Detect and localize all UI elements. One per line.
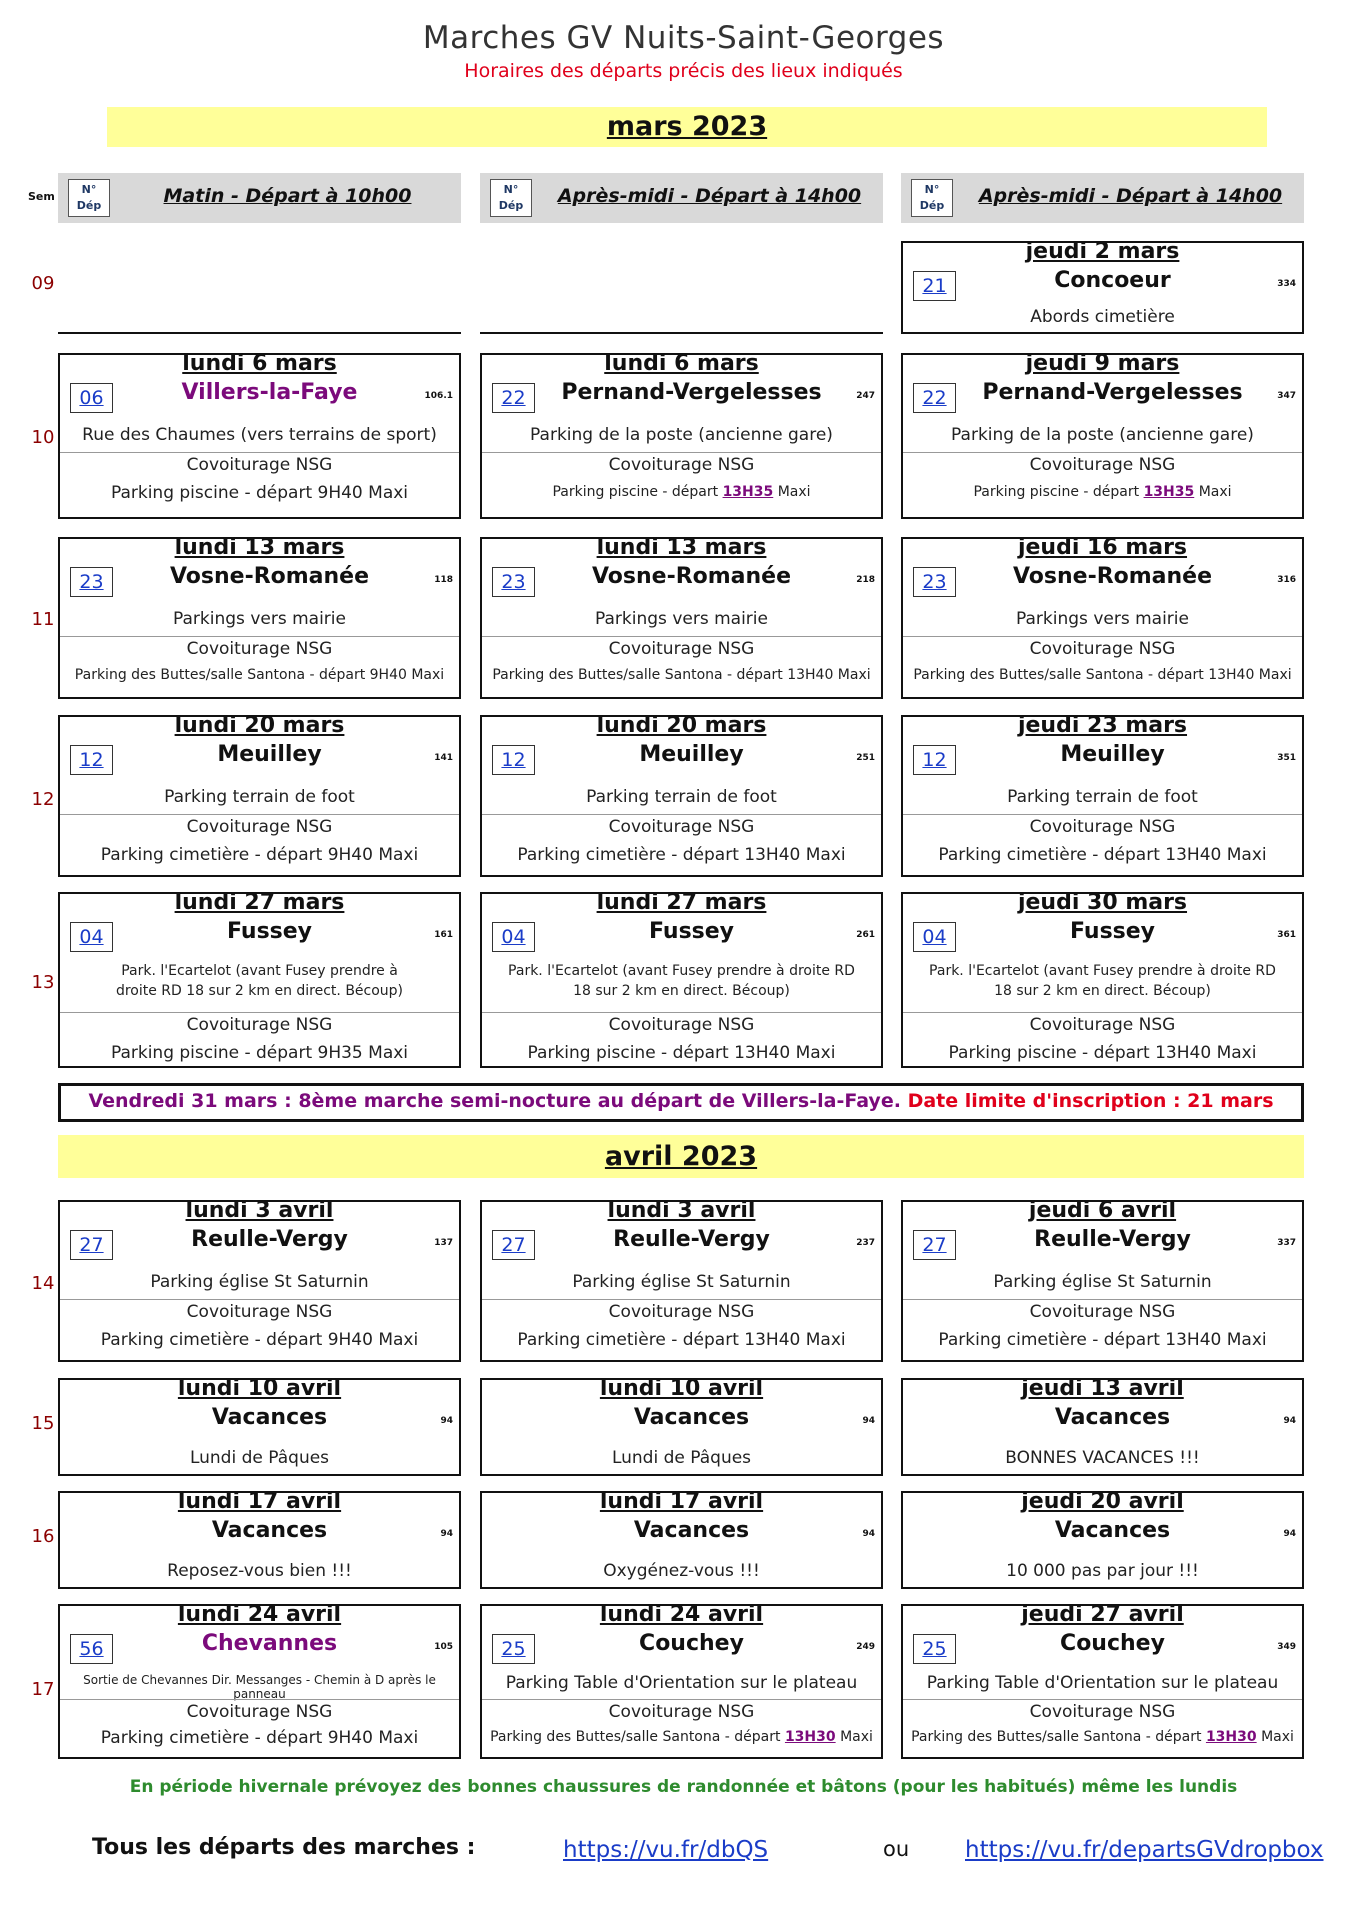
empty-slot-line: [480, 332, 883, 334]
walk-meeting-point: Park. l'Ecartelot (avant Fusey prendre à droite RD: [929, 963, 1276, 979]
month-banner-march: [107, 107, 1267, 147]
walk-date: lundi 24 avril: [599, 1602, 764, 1627]
walk-line: droite RD 18 sur 2 km en direct. Bécoup): [115, 983, 404, 999]
row-divider: [482, 1299, 881, 1300]
row-divider: [482, 1012, 881, 1013]
event-notice: [58, 1083, 1304, 1122]
walk-line: Parking piscine - départ 13H40 Maxi: [527, 1043, 836, 1063]
walk-code: 161: [434, 930, 453, 940]
walk-place: Vacances: [1054, 1518, 1171, 1543]
carpool-label: Covoiturage NSG: [608, 455, 755, 475]
walk-meeting-point: Parking église St Saturnin: [993, 1272, 1212, 1292]
walk-code: 137: [434, 1238, 453, 1248]
carpool-label: Covoiturage NSG: [1029, 639, 1176, 659]
row-divider: [60, 814, 459, 815]
carpool-label: Covoiturage NSG: [608, 639, 755, 659]
walk-date: lundi 20 mars: [596, 713, 767, 738]
walk-card[interactable]: [901, 241, 1304, 334]
walk-card[interactable]: [480, 353, 883, 519]
walk-card[interactable]: [480, 1200, 883, 1362]
walk-place: Chevannes: [201, 1631, 338, 1656]
walk-date: jeudi 13 avril: [1021, 1376, 1184, 1401]
walk-code: 251: [856, 753, 875, 763]
walk-place: Vacances: [211, 1405, 328, 1430]
walk-meeting-point: Parking terrain de foot: [164, 787, 355, 807]
departure-number[interactable]: 12: [70, 745, 113, 775]
walk-place: Meuilley: [1060, 742, 1165, 767]
walk-date: lundi 24 avril: [177, 1602, 342, 1627]
walk-place: Reulle-Vergy: [1034, 1227, 1191, 1252]
carpool-label: Covoiturage NSG: [1029, 817, 1176, 837]
departure-line: Parking piscine - départ 13H35 Maxi: [973, 484, 1232, 500]
walk-line: Parking piscine - départ 9H35 Maxi: [110, 1043, 409, 1063]
walk-code: 337: [1277, 1238, 1296, 1248]
departure-number[interactable]: 22: [492, 383, 535, 413]
notice-deadline-text: Date limite d'inscription : 21 mars: [907, 1090, 1274, 1112]
row-divider: [482, 636, 881, 637]
walk-code: 94: [862, 1529, 875, 1539]
departure-number[interactable]: 04: [70, 922, 113, 952]
walk-place: Vacances: [1054, 1405, 1171, 1430]
carpool-label: Covoiturage NSG: [186, 1302, 333, 1322]
walk-line: Parking des Buttes/salle Santona - départ 13H40 Maxi: [913, 667, 1292, 683]
walk-card[interactable]: [58, 1200, 461, 1362]
link-dbqs[interactable]: https://vu.fr/dbQS: [563, 1837, 769, 1863]
walk-card[interactable]: [58, 1491, 461, 1589]
walk-date: jeudi 16 mars: [1017, 535, 1188, 560]
walk-date: lundi 3 avril: [185, 1198, 334, 1223]
walk-card[interactable]: [58, 537, 461, 699]
walk-line: Parking piscine - départ 13H40 Maxi: [948, 1043, 1257, 1063]
walk-line: Parking cimetière - départ 9H40 Maxi: [100, 1330, 419, 1350]
carpool-label: Covoiturage NSG: [186, 455, 333, 475]
walk-card[interactable]: [901, 715, 1304, 877]
empty-slot-line: [58, 332, 461, 334]
walk-meeting-point: Sortie de Chevannes Dir. Messanges - Chemin à D après le panneau: [83, 1673, 436, 1701]
column-header-2: [480, 173, 883, 223]
walk-line: Parking des Buttes/salle Santona - départ 9H40 Maxi: [74, 667, 445, 683]
departure-number[interactable]: 12: [913, 745, 956, 775]
departure-number[interactable]: 23: [70, 567, 113, 597]
walk-meeting-point: Park. l'Ecartelot (avant Fusey prendre à: [121, 963, 398, 979]
walk-line: Parking des Buttes/salle Santona - départ 13H40 Maxi: [492, 667, 871, 683]
departure-number[interactable]: 06: [70, 383, 113, 413]
walk-meeting-point: Parking de la poste (ancienne gare): [951, 425, 1254, 445]
sem-label: Sem: [28, 190, 55, 203]
departure-line: Parking des Buttes/salle Santona - départ 13H30 Maxi: [490, 1729, 873, 1745]
page-title: Marches GV Nuits-Saint-Georges: [422, 20, 945, 56]
month-label: mars 2023: [606, 111, 768, 142]
row-divider: [60, 1012, 459, 1013]
walk-code: 349: [1277, 1642, 1296, 1652]
carpool-label: Covoiturage NSG: [1029, 1702, 1176, 1722]
walk-date: lundi 27 mars: [174, 890, 345, 915]
carpool-label: Covoiturage NSG: [186, 1015, 333, 1035]
week-number: 15: [31, 1413, 55, 1434]
walk-meeting-point: Rue des Chaumes (vers terrains de sport): [82, 425, 437, 445]
footer-label: Tous les départs des marches :: [92, 1835, 476, 1860]
walk-place: Meuilley: [217, 742, 322, 767]
walk-line: Parking cimetière - départ 9H40 Maxi: [100, 1728, 419, 1748]
walk-date: lundi 17 avril: [177, 1489, 342, 1514]
departure-number[interactable]: 23: [492, 567, 535, 597]
walk-place: Vosne-Romanée: [169, 564, 370, 589]
walk-meeting-point: Parking terrain de foot: [1007, 787, 1198, 807]
week-number: 10: [31, 427, 55, 448]
walk-code: 316: [1277, 575, 1296, 585]
row-divider: [482, 1699, 881, 1700]
walk-date: lundi 13 mars: [596, 535, 767, 560]
departure-number[interactable]: 27: [70, 1230, 113, 1260]
walk-card[interactable]: [58, 1378, 461, 1476]
walk-date: lundi 17 avril: [599, 1489, 764, 1514]
departure-line: Parking piscine - départ 13H35 Maxi: [552, 484, 811, 500]
ndep-label: N° Dép: [911, 179, 953, 217]
walk-place: Vacances: [633, 1518, 750, 1543]
walk-date: lundi 6 mars: [604, 351, 759, 376]
walk-date: lundi 3 avril: [607, 1198, 756, 1223]
departure-number[interactable]: 25: [913, 1634, 956, 1664]
notice-event-text: Vendredi 31 mars : 8ème marche semi-nocture au départ de Villers-la-Faye.: [88, 1090, 901, 1112]
walk-card[interactable]: [901, 892, 1304, 1068]
week-number: 14: [31, 1273, 55, 1294]
walk-card[interactable]: [901, 1200, 1304, 1362]
walk-code: 94: [1283, 1529, 1296, 1539]
departure-time[interactable]: 13H35: [722, 484, 774, 500]
departure-number[interactable]: 12: [492, 745, 535, 775]
walk-line: Parking cimetière - départ 13H40 Maxi: [938, 845, 1267, 865]
walk-note: Lundi de Pâques: [189, 1448, 330, 1468]
walk-date: jeudi 9 mars: [1025, 351, 1180, 376]
row-divider: [60, 1299, 459, 1300]
column-header-3: [901, 173, 1304, 223]
column-header-text: Après-midi - Départ à 14h00: [557, 185, 862, 207]
row-divider: [60, 452, 459, 453]
departure-number[interactable]: 22: [913, 383, 956, 413]
walk-card[interactable]: [480, 715, 883, 877]
walk-place: Meuilley: [639, 742, 744, 767]
walk-place: Reulle-Vergy: [191, 1227, 348, 1252]
row-divider: [903, 1012, 1302, 1013]
walk-date: lundi 13 mars: [174, 535, 345, 560]
walk-code: 247: [856, 391, 875, 401]
walk-date: lundi 10 avril: [177, 1376, 342, 1401]
walk-card[interactable]: [480, 537, 883, 699]
walk-meeting-point: Parkings vers mairie: [173, 609, 346, 629]
column-header-text: Matin - Départ à 10h00: [163, 185, 412, 207]
walk-line: Parking piscine - départ 9H40 Maxi: [110, 483, 409, 503]
link-dropbox[interactable]: https://vu.fr/departsGVdropbox: [965, 1837, 1324, 1863]
walk-card[interactable]: [901, 537, 1304, 699]
departure-time[interactable]: 13H30: [784, 1729, 836, 1745]
walk-card[interactable]: [901, 1378, 1304, 1476]
week-number: 12: [31, 789, 55, 810]
walk-note: Lundi de Pâques: [611, 1448, 752, 1468]
walk-place: Vosne-Romanée: [1012, 564, 1213, 589]
carpool-label: Covoiturage NSG: [608, 817, 755, 837]
carpool-label: Covoiturage NSG: [1029, 1302, 1176, 1322]
walk-place: Pernand-Vergelesses: [561, 380, 822, 405]
departure-number[interactable]: 27: [492, 1230, 535, 1260]
walk-note: 10 000 pas par jour !!!: [1006, 1561, 1199, 1581]
departure-number[interactable]: 21: [913, 271, 956, 301]
row-divider: [903, 1699, 1302, 1700]
walk-card[interactable]: [58, 353, 461, 519]
walk-note: Reposez-vous bien !!!: [167, 1561, 352, 1581]
week-number: 16: [31, 1526, 55, 1547]
row-divider: [903, 814, 1302, 815]
walk-code: 249: [856, 1642, 875, 1652]
carpool-label: Covoiturage NSG: [1029, 1015, 1176, 1035]
row-divider: [903, 636, 1302, 637]
row-divider: [60, 1699, 459, 1700]
departure-line: Parking des Buttes/salle Santona - départ 13H30 Maxi: [911, 1729, 1294, 1745]
walk-code: 94: [862, 1416, 875, 1426]
walk-date: jeudi 6 avril: [1028, 1198, 1177, 1223]
carpool-label: Covoiturage NSG: [608, 1015, 755, 1035]
walk-date: lundi 10 avril: [599, 1376, 764, 1401]
departure-number[interactable]: 04: [492, 922, 535, 952]
walk-line: Parking cimetière - départ 13H40 Maxi: [938, 1330, 1267, 1350]
walk-card[interactable]: [901, 353, 1304, 519]
walk-card[interactable]: [480, 892, 883, 1068]
walk-date: jeudi 27 avril: [1021, 1602, 1184, 1627]
row-divider: [482, 814, 881, 815]
walk-place: Pernand-Vergelesses: [982, 380, 1243, 405]
month-label: avril 2023: [604, 1141, 758, 1172]
departure-number[interactable]: 04: [913, 922, 956, 952]
walk-card[interactable]: [58, 892, 461, 1068]
walk-line: Parking cimetière - départ 13H40 Maxi: [517, 845, 846, 865]
walk-code: 118: [434, 575, 453, 585]
walk-place: Couchey: [1060, 1631, 1165, 1656]
row-divider: [482, 452, 881, 453]
walk-meeting-point: Parkings vers mairie: [595, 609, 768, 629]
walk-date: lundi 27 mars: [596, 890, 767, 915]
walk-meeting-point: Parking Table d'Orientation sur le plateau: [926, 1673, 1279, 1693]
walk-place: Reulle-Vergy: [613, 1227, 770, 1252]
walk-card[interactable]: [480, 1604, 883, 1759]
week-number: 09: [31, 273, 55, 294]
walk-place: Fussey: [1069, 919, 1156, 944]
walk-card[interactable]: [58, 715, 461, 877]
ndep-label: N° Dép: [490, 179, 532, 217]
walk-card[interactable]: [901, 1491, 1304, 1589]
walk-meeting-point: Park. l'Ecartelot (avant Fusey prendre à droite RD: [508, 963, 855, 979]
carpool-label: Covoiturage NSG: [186, 639, 333, 659]
walk-place: Vosne-Romanée: [591, 564, 792, 589]
walk-code: 106.1: [424, 391, 453, 401]
walk-date: jeudi 23 mars: [1017, 713, 1188, 738]
ndep-label: N° Dép: [68, 179, 110, 217]
walk-code: 94: [440, 1416, 453, 1426]
walk-line: 18 sur 2 km en direct. Bécoup): [994, 983, 1211, 999]
walk-code: 261: [856, 930, 875, 940]
row-divider: [903, 452, 1302, 453]
walk-meeting-point: Parking église St Saturnin: [150, 1272, 369, 1292]
walk-note: Oxygénez-vous !!!: [603, 1561, 760, 1581]
walk-meeting-point: Parking Table d'Orientation sur le plateau: [505, 1673, 858, 1693]
walk-place: Villers-la-Faye: [181, 380, 358, 405]
walk-meeting-point: Parking de la poste (ancienne gare): [530, 425, 833, 445]
departure-number[interactable]: 25: [492, 1634, 535, 1664]
walk-meeting-point: Abords cimetière: [1030, 307, 1175, 327]
walk-line: 18 sur 2 km en direct. Bécoup): [573, 983, 790, 999]
walk-place: Vacances: [211, 1518, 328, 1543]
carpool-label: Covoiturage NSG: [1029, 455, 1176, 475]
walk-code: 94: [440, 1529, 453, 1539]
walk-place: Concoeur: [1054, 268, 1171, 293]
walk-place: Fussey: [226, 919, 313, 944]
carpool-label: Covoiturage NSG: [608, 1302, 755, 1322]
walk-card[interactable]: [480, 1491, 883, 1589]
walk-date: jeudi 20 avril: [1021, 1489, 1184, 1514]
walk-code: 237: [856, 1238, 875, 1248]
carpool-label: Covoiturage NSG: [186, 817, 333, 837]
departure-time[interactable]: 13H30: [1205, 1729, 1257, 1745]
walk-card[interactable]: [901, 1604, 1304, 1759]
walk-code: 218: [856, 575, 875, 585]
departure-number[interactable]: 56: [70, 1634, 113, 1664]
carpool-label: Covoiturage NSG: [186, 1702, 333, 1722]
walk-code: 334: [1277, 279, 1296, 289]
winter-advice: En période hivernale prévoyez des bonnes chaussures de randonnée et bâtons (pour les habitués) même les lundis: [129, 1777, 1238, 1797]
walk-meeting-point: Parkings vers mairie: [1016, 609, 1189, 629]
row-divider: [60, 636, 459, 637]
walk-meeting-point: Parking terrain de foot: [586, 787, 777, 807]
week-number: 13: [31, 972, 55, 993]
walk-date: jeudi 30 mars: [1017, 890, 1188, 915]
walk-note: BONNES VACANCES !!!: [1005, 1448, 1200, 1468]
footer-or: ou: [883, 1837, 910, 1861]
walk-place: Vacances: [633, 1405, 750, 1430]
walk-code: 351: [1277, 753, 1296, 763]
walk-date: lundi 20 mars: [174, 713, 345, 738]
week-number: 11: [31, 609, 55, 630]
row-divider: [903, 1299, 1302, 1300]
walk-code: 347: [1277, 391, 1296, 401]
column-header-text: Après-midi - Départ à 14h00: [978, 185, 1283, 207]
walk-meeting-point: Parking église St Saturnin: [572, 1272, 791, 1292]
walk-date: jeudi 2 mars: [1025, 239, 1180, 264]
departure-time[interactable]: 13H35: [1143, 484, 1195, 500]
walk-card[interactable]: [58, 1604, 461, 1759]
walk-line: Parking cimetière - départ 13H40 Maxi: [517, 1330, 846, 1350]
walk-line: Parking cimetière - départ 9H40 Maxi: [100, 845, 419, 865]
walk-code: 361: [1277, 930, 1296, 940]
walk-code: 105: [434, 1642, 453, 1652]
departure-number[interactable]: 27: [913, 1230, 956, 1260]
walk-code: 141: [434, 753, 453, 763]
carpool-label: Covoiturage NSG: [608, 1702, 755, 1722]
page-subtitle: Horaires des départs précis des lieux indiqués: [464, 60, 903, 82]
departure-number[interactable]: 23: [913, 567, 956, 597]
walk-card[interactable]: [480, 1378, 883, 1476]
walk-place: Couchey: [639, 1631, 744, 1656]
walk-code: 94: [1283, 1416, 1296, 1426]
walk-place: Fussey: [648, 919, 735, 944]
column-header-1: [58, 173, 461, 223]
month-banner-april: [58, 1135, 1304, 1178]
walk-date: lundi 6 mars: [182, 351, 337, 376]
week-number: 17: [31, 1679, 55, 1700]
